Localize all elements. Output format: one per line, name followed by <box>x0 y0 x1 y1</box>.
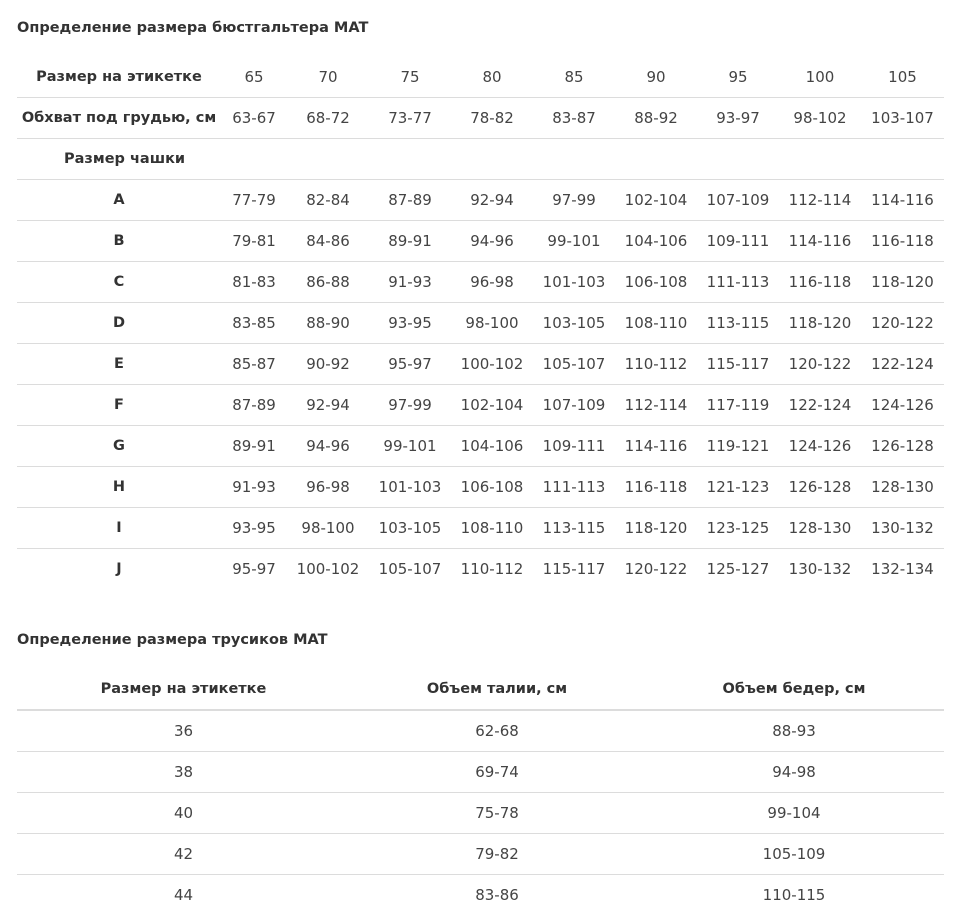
cup-row-e <box>17 344 944 385</box>
bust-measure-cell: 94-96 <box>451 221 533 262</box>
bra-size-label-row <box>17 57 944 98</box>
briefs-size-title: Определение размера трусиков MAT <box>17 632 328 648</box>
size-label-value: 80 <box>451 57 533 98</box>
bust-measure-cell: 92-94 <box>287 385 369 426</box>
briefs-waist-cell: 62-68 <box>350 710 644 752</box>
underbust-value: 63-67 <box>221 98 287 139</box>
underbust-value: 103-107 <box>861 98 944 139</box>
bust-measure-cell: 118-120 <box>861 262 944 303</box>
bust-measure-cell: 132-134 <box>861 549 944 590</box>
bust-measure-cell: 87-89 <box>369 180 451 221</box>
bust-measure-cell: 96-98 <box>287 467 369 508</box>
bust-measure-cell: 113-115 <box>697 303 779 344</box>
bust-measure-cell: 99-101 <box>369 426 451 467</box>
bust-measure-cell: 108-110 <box>451 508 533 549</box>
briefs-header-row <box>17 669 944 710</box>
cup-size-heading-row <box>17 139 944 180</box>
briefs-row <box>17 793 944 834</box>
underbust-value: 68-72 <box>287 98 369 139</box>
bust-measure-cell: 109-111 <box>697 221 779 262</box>
briefs-header-waist: Объем талии, см <box>350 669 644 710</box>
bust-measure-cell: 108-110 <box>615 303 697 344</box>
cup-letter: F <box>17 385 221 426</box>
cup-letter: D <box>17 303 221 344</box>
briefs-size-cell: 42 <box>17 834 350 875</box>
briefs-hips-cell: 110-115 <box>644 875 944 915</box>
underbust-value: 78-82 <box>451 98 533 139</box>
cup-row-g <box>17 426 944 467</box>
cup-letter: A <box>17 180 221 221</box>
bust-measure-cell: 114-116 <box>615 426 697 467</box>
briefs-size-cell: 38 <box>17 752 350 793</box>
underbust-value: 83-87 <box>533 98 615 139</box>
cup-letter: B <box>17 221 221 262</box>
bust-measure-cell: 91-93 <box>221 467 287 508</box>
bust-measure-cell: 97-99 <box>369 385 451 426</box>
size-label-value: 85 <box>533 57 615 98</box>
bust-measure-cell: 124-126 <box>861 385 944 426</box>
bust-measure-cell: 107-109 <box>533 385 615 426</box>
bust-measure-cell: 95-97 <box>369 344 451 385</box>
bust-measure-cell: 106-108 <box>451 467 533 508</box>
bust-measure-cell: 123-125 <box>697 508 779 549</box>
briefs-waist-cell: 83-86 <box>350 875 644 915</box>
bust-measure-cell: 105-107 <box>369 549 451 590</box>
cup-letter: H <box>17 467 221 508</box>
size-label-value: 75 <box>369 57 451 98</box>
bust-measure-cell: 92-94 <box>451 180 533 221</box>
bust-measure-cell: 98-100 <box>287 508 369 549</box>
bust-measure-cell: 112-114 <box>779 180 861 221</box>
cup-row-h <box>17 467 944 508</box>
bust-measure-cell: 86-88 <box>287 262 369 303</box>
bust-measure-cell: 82-84 <box>287 180 369 221</box>
cup-letter: G <box>17 426 221 467</box>
bust-measure-cell: 84-86 <box>287 221 369 262</box>
bust-measure-cell: 115-117 <box>697 344 779 385</box>
briefs-row <box>17 752 944 793</box>
bust-measure-cell: 94-96 <box>287 426 369 467</box>
bust-measure-cell: 114-116 <box>861 180 944 221</box>
cup-letter: J <box>17 549 221 590</box>
bust-measure-cell: 100-102 <box>287 549 369 590</box>
briefs-header-label-size: Размер на этикетке <box>17 669 350 710</box>
briefs-hips-cell: 94-98 <box>644 752 944 793</box>
bust-measure-cell: 95-97 <box>221 549 287 590</box>
bust-measure-cell: 85-87 <box>221 344 287 385</box>
bust-measure-cell: 107-109 <box>697 180 779 221</box>
underbust-row <box>17 98 944 139</box>
size-label-value: 90 <box>615 57 697 98</box>
cup-row-i <box>17 508 944 549</box>
cup-letter: C <box>17 262 221 303</box>
bust-measure-cell: 111-113 <box>533 467 615 508</box>
bust-measure-cell: 110-112 <box>615 344 697 385</box>
cup-row-b <box>17 221 944 262</box>
bust-measure-cell: 89-91 <box>369 221 451 262</box>
bust-measure-cell: 96-98 <box>451 262 533 303</box>
briefs-waist-cell: 75-78 <box>350 793 644 834</box>
cup-letter: I <box>17 508 221 549</box>
bust-measure-cell: 100-102 <box>451 344 533 385</box>
briefs-hips-cell: 88-93 <box>644 710 944 752</box>
cup-row-f <box>17 385 944 426</box>
briefs-hips-cell: 99-104 <box>644 793 944 834</box>
bust-measure-cell: 102-104 <box>451 385 533 426</box>
briefs-row <box>17 710 944 752</box>
briefs-row <box>17 834 944 875</box>
underbust-value: 88-92 <box>615 98 697 139</box>
bra-size-title: Определение размера бюстгальтера MAT <box>17 20 368 36</box>
bust-measure-cell: 103-105 <box>369 508 451 549</box>
size-label-value: 70 <box>287 57 369 98</box>
bust-measure-cell: 114-116 <box>779 221 861 262</box>
cup-size-header: Размер чашки <box>17 139 944 180</box>
bust-measure-cell: 118-120 <box>615 508 697 549</box>
bust-measure-cell: 91-93 <box>369 262 451 303</box>
bust-measure-cell: 118-120 <box>779 303 861 344</box>
briefs-size-cell: 36 <box>17 710 350 752</box>
briefs-hips-cell: 105-109 <box>644 834 944 875</box>
briefs-header-hips: Объем бедер, см <box>644 669 944 710</box>
bust-measure-cell: 81-83 <box>221 262 287 303</box>
briefs-row <box>17 875 944 915</box>
bust-measure-cell: 99-101 <box>533 221 615 262</box>
bust-measure-cell: 106-108 <box>615 262 697 303</box>
underbust-value: 73-77 <box>369 98 451 139</box>
size-label-header: Размер на этикетке <box>17 57 221 98</box>
briefs-waist-cell: 79-82 <box>350 834 644 875</box>
bust-measure-cell: 98-100 <box>451 303 533 344</box>
bust-measure-cell: 89-91 <box>221 426 287 467</box>
bust-measure-cell: 101-103 <box>369 467 451 508</box>
bra-size-table <box>17 57 944 589</box>
bust-measure-cell: 93-95 <box>221 508 287 549</box>
briefs-size-table <box>17 669 944 915</box>
bust-measure-cell: 79-81 <box>221 221 287 262</box>
bust-measure-cell: 125-127 <box>697 549 779 590</box>
size-label-value: 100 <box>779 57 861 98</box>
bust-measure-cell: 104-106 <box>451 426 533 467</box>
bust-measure-cell: 93-95 <box>369 303 451 344</box>
bust-measure-cell: 124-126 <box>779 426 861 467</box>
bust-measure-cell: 90-92 <box>287 344 369 385</box>
bust-measure-cell: 77-79 <box>221 180 287 221</box>
bust-measure-cell: 97-99 <box>533 180 615 221</box>
bust-measure-cell: 115-117 <box>533 549 615 590</box>
bust-measure-cell: 83-85 <box>221 303 287 344</box>
bust-measure-cell: 128-130 <box>779 508 861 549</box>
cup-row-a <box>17 180 944 221</box>
bust-measure-cell: 116-118 <box>779 262 861 303</box>
size-label-value: 95 <box>697 57 779 98</box>
bust-measure-cell: 120-122 <box>615 549 697 590</box>
briefs-size-cell: 44 <box>17 875 350 915</box>
bust-measure-cell: 105-107 <box>533 344 615 385</box>
bust-measure-cell: 130-132 <box>779 549 861 590</box>
briefs-size-cell: 40 <box>17 793 350 834</box>
bust-measure-cell: 117-119 <box>697 385 779 426</box>
size-label-value: 105 <box>861 57 944 98</box>
cup-row-c <box>17 262 944 303</box>
bust-measure-cell: 87-89 <box>221 385 287 426</box>
bust-measure-cell: 103-105 <box>533 303 615 344</box>
bust-measure-cell: 88-90 <box>287 303 369 344</box>
bust-measure-cell: 102-104 <box>615 180 697 221</box>
bust-measure-cell: 126-128 <box>779 467 861 508</box>
cup-letter: E <box>17 344 221 385</box>
underbust-value: 93-97 <box>697 98 779 139</box>
bust-measure-cell: 116-118 <box>615 467 697 508</box>
bust-measure-cell: 111-113 <box>697 262 779 303</box>
bust-measure-cell: 126-128 <box>861 426 944 467</box>
bust-measure-cell: 116-118 <box>861 221 944 262</box>
underbust-value: 98-102 <box>779 98 861 139</box>
bust-measure-cell: 119-121 <box>697 426 779 467</box>
bust-measure-cell: 120-122 <box>779 344 861 385</box>
bust-measure-cell: 130-132 <box>861 508 944 549</box>
bust-measure-cell: 112-114 <box>615 385 697 426</box>
cup-row-d <box>17 303 944 344</box>
bust-measure-cell: 121-123 <box>697 467 779 508</box>
size-label-value: 65 <box>221 57 287 98</box>
briefs-waist-cell: 69-74 <box>350 752 644 793</box>
bust-measure-cell: 120-122 <box>861 303 944 344</box>
bust-measure-cell: 110-112 <box>451 549 533 590</box>
underbust-header: Обхват под грудью, см <box>17 98 221 139</box>
bust-measure-cell: 122-124 <box>861 344 944 385</box>
bust-measure-cell: 128-130 <box>861 467 944 508</box>
bust-measure-cell: 104-106 <box>615 221 697 262</box>
bust-measure-cell: 101-103 <box>533 262 615 303</box>
bust-measure-cell: 113-115 <box>533 508 615 549</box>
bust-measure-cell: 109-111 <box>533 426 615 467</box>
cup-row-j <box>17 549 944 590</box>
bust-measure-cell: 122-124 <box>779 385 861 426</box>
